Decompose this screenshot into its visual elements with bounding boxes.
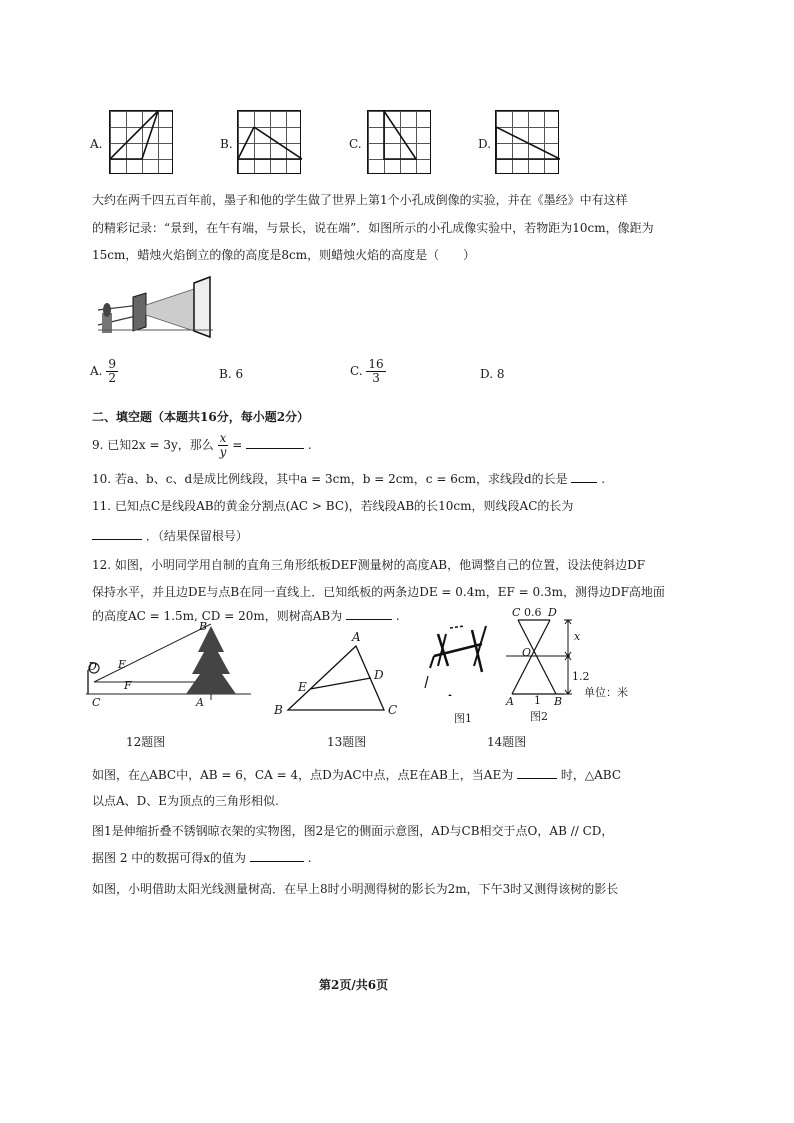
option-a-triangle bbox=[110, 111, 174, 175]
fig14-height: 1.2 bbox=[572, 670, 590, 683]
q9-text: 9. 已知2x = 3y，那么 bbox=[92, 438, 214, 452]
page-number: 第2页/共6页 bbox=[319, 978, 389, 992]
q14-line2 bbox=[92, 849, 312, 866]
fig13-label-b: B bbox=[274, 703, 283, 717]
caption-fig14: 14题图 bbox=[487, 735, 527, 749]
fig14-label-d: D bbox=[548, 606, 557, 619]
fig13-label-a: A bbox=[352, 630, 361, 644]
q14-text: 据图 2 中的数据可得x的值为 bbox=[92, 851, 247, 865]
q12-text: 的高度AC = 1.5m, CD = 20m，则树高AB为 bbox=[92, 609, 343, 623]
q9 bbox=[92, 432, 312, 459]
q11-line1: 11. 已知点C是线段AB的黄金分割点(AC > BC)，若线段AB的长10cm，则线段AC的长为 bbox=[92, 499, 574, 513]
figure-13 bbox=[270, 630, 400, 717]
q13-answer-blank[interactable] bbox=[517, 778, 557, 779]
q9-equals: = bbox=[232, 438, 243, 452]
q11-note: ．（结果保留根号） bbox=[145, 529, 248, 543]
q8-line3: 15cm，蜡烛火焰倒立的像的高度是8cm，则蜡烛火焰的高度是（ ） bbox=[92, 248, 476, 262]
q15-line1: 如图，小明借助太阳光线测量树高．在早上8时小明测得树的影长为2m，下午3时又测得该树的影长 bbox=[92, 882, 619, 896]
q10-text: 10. 若a、b、c、d是成比例线段，其中a = 3cm，b = 2cm，c = 6cm，求线段d的长是 bbox=[92, 472, 568, 486]
q12-answer-blank[interactable] bbox=[346, 619, 392, 620]
figure-14-photo bbox=[420, 616, 500, 725]
q12-end: . bbox=[395, 609, 400, 623]
option-c-label: C. bbox=[349, 137, 362, 151]
fraction-numerator: x bbox=[219, 431, 227, 445]
fraction-denominator: 2 bbox=[108, 371, 116, 385]
q9-end: . bbox=[307, 438, 312, 452]
fig14-label-a: A bbox=[506, 695, 514, 708]
caption-fig13: 13题图 bbox=[327, 735, 367, 749]
q8-option-b: B. 6 bbox=[219, 367, 244, 381]
fig12-label-d: D bbox=[88, 660, 97, 673]
q13-text-end: 时，△ABC bbox=[560, 768, 622, 782]
fraction-numerator: 9 bbox=[108, 357, 116, 371]
fraction-denominator: 3 bbox=[372, 371, 380, 385]
q13-line1 bbox=[92, 766, 621, 783]
q8-option-a-label: A. bbox=[90, 364, 103, 378]
q10 bbox=[92, 470, 605, 487]
option-b-triangle bbox=[238, 111, 302, 175]
q12-line2: 保持水平，并且边DE与点B在同一直线上．已知纸板的两条边DE = 0.4m，EF = 0.3m，测得边DF高地面 bbox=[92, 585, 665, 599]
q8-option-a bbox=[90, 358, 118, 385]
q14-line1: 图1是伸缩折叠不锈钢晾衣架的实物图，图2是它的侧面示意图，AD与CB相交于点O，AB // CD， bbox=[92, 824, 614, 838]
option-a-label: A. bbox=[90, 137, 103, 151]
q8-line2: 的精彩记录：“景到，在午有端，与景长，说在端”．如图所示的小孔成像实验中，若物距为10cm，像距为 bbox=[92, 221, 654, 235]
fig14-bottom-length: 1 bbox=[534, 694, 541, 707]
fig12-label-b: B bbox=[199, 620, 208, 633]
fig12-label-a: A bbox=[196, 696, 204, 709]
option-d-label: D. bbox=[478, 137, 492, 151]
fig12-label-f: F bbox=[124, 679, 132, 692]
fig14-label-b: B bbox=[554, 695, 563, 708]
option-a-grid bbox=[109, 110, 173, 174]
fraction-numerator: 16 bbox=[368, 357, 384, 371]
figure-12 bbox=[86, 622, 256, 715]
fig14-top-length: 0.6 bbox=[524, 606, 542, 619]
q8-option-d: D. 8 bbox=[480, 367, 505, 381]
option-d-grid bbox=[495, 110, 559, 174]
q13-text: 如图，在△ABC中，AB = 6，CA = 4，点D为AC中点，点E在AB上，当AE为 bbox=[92, 768, 514, 782]
q10-answer-blank[interactable] bbox=[571, 482, 597, 483]
pinhole-camera-figure bbox=[88, 275, 228, 348]
option-c-grid bbox=[367, 110, 431, 174]
q9-fraction bbox=[218, 432, 229, 459]
option-b-grid bbox=[237, 110, 301, 174]
fig14-caption-1: 图1 bbox=[454, 712, 472, 725]
fig13-label-e: E bbox=[298, 680, 307, 694]
q10-end: . bbox=[601, 472, 606, 486]
q8-line1: 大约在两千四五百年前，墨子和他的学生做了世界上第1个小孔成倒像的实验，并在《墨经》中有这样 bbox=[92, 193, 628, 207]
fig14-unit: 单位：米 bbox=[584, 686, 628, 699]
fig14-caption-2: 图2 bbox=[530, 710, 548, 723]
fig14-label-c: C bbox=[512, 606, 521, 619]
fig12-label-c: C bbox=[92, 696, 101, 709]
q9-answer-blank[interactable] bbox=[246, 448, 304, 449]
option-d-triangle bbox=[496, 111, 560, 175]
option-c-triangle bbox=[368, 111, 432, 175]
section-title: 二、填空题（本题共16分，每小题2分） bbox=[92, 410, 310, 424]
fig13-label-c: C bbox=[388, 703, 398, 717]
q8-option-a-fraction bbox=[106, 358, 118, 385]
option-b-label: B. bbox=[220, 137, 233, 151]
fraction-denominator: y bbox=[219, 445, 227, 459]
figure-14-diagram bbox=[500, 606, 640, 723]
q14-answer-blank[interactable] bbox=[250, 861, 304, 862]
q8-option-c-fraction bbox=[366, 358, 385, 385]
fig14-label-x: x bbox=[574, 630, 581, 643]
q8-option-c-label: C. bbox=[350, 364, 363, 378]
q13-line2: 以点A、D、E为顶点的三角形相似. bbox=[92, 794, 279, 808]
q11-answer-blank[interactable] bbox=[92, 539, 142, 540]
caption-fig12: 12题图 bbox=[126, 735, 166, 749]
fig13-label-d: D bbox=[374, 668, 384, 682]
q8-option-c bbox=[350, 358, 386, 385]
fig14-label-o: O bbox=[522, 646, 532, 659]
q12-line1: 12. 如图，小明同学用自制的直角三角形纸板DEF测量树的高度AB，他调整自己的位置，设法使斜边DF bbox=[92, 558, 646, 572]
q11-line2 bbox=[92, 527, 248, 544]
fig12-label-e: E bbox=[118, 658, 127, 671]
q14-end: . bbox=[307, 851, 312, 865]
